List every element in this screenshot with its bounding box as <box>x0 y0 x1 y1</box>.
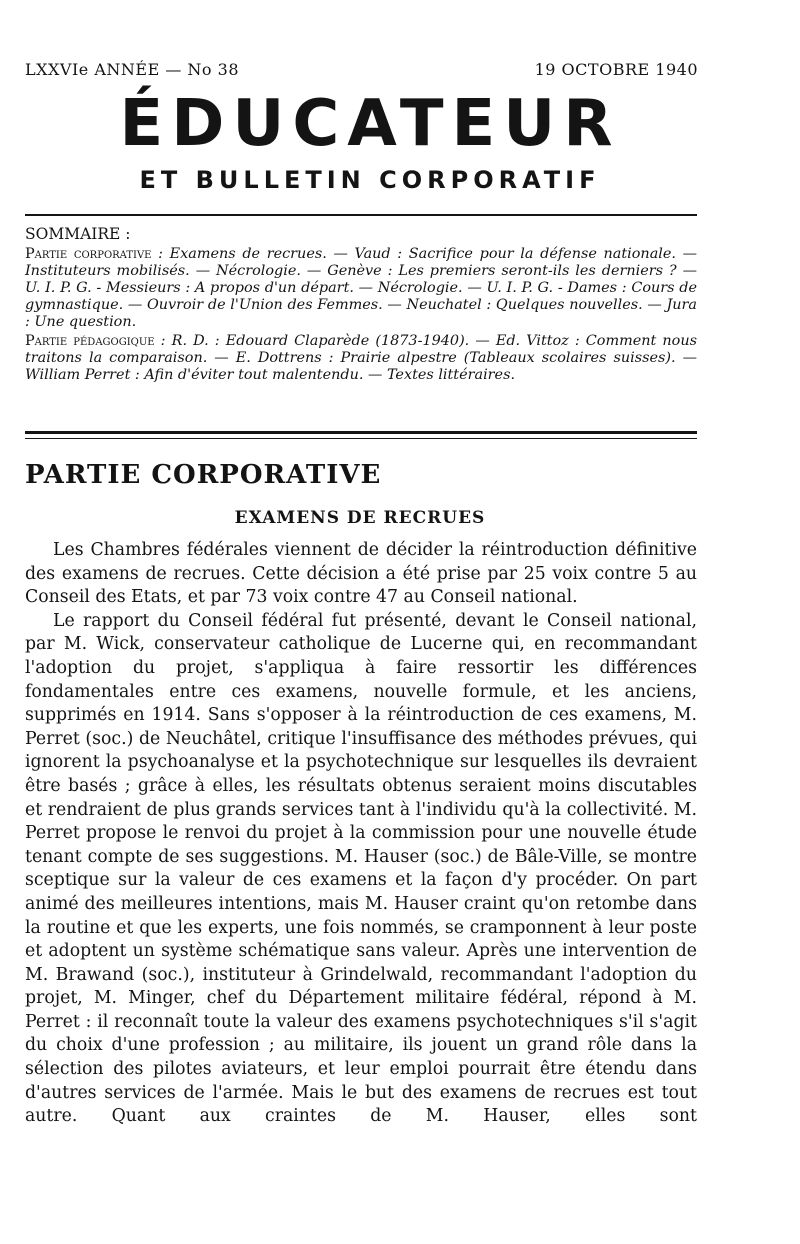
section-divider <box>25 431 697 439</box>
summary-heading: SOMMAIRE : <box>25 225 131 243</box>
table-of-contents <box>25 226 697 387</box>
journal-subtitle: ET BULLETIN CORPORATIF <box>139 166 601 194</box>
issue-date: 19 OCTOBRE 1940 <box>534 60 698 79</box>
section-title: PARTIE CORPORATIVE <box>25 460 382 490</box>
article-body <box>25 539 697 1129</box>
summary-corporative <box>25 246 697 331</box>
paragraph: Les Chambres fédérales viennent de décider la réintroduction définitive des examens de recrues. Cette décision a été prise par 25 voix contre 5 au Conseil des Etats, et par 73 voix contre 47 au Conseil national. <box>25 540 697 608</box>
header-rule <box>25 214 697 216</box>
summary-corporative-text: : Examens de recrues. — Vaud : Sacrifice pour la défense nationale. — Instituteurs mobilisés. — Nécrologie. — Genève : Les premiers seront-ils les derniers ? — U. I. P. G. - Messieurs : A propos d'un départ. — Nécrologie. — U. I. P. G. - Dames : Cours de gymnastique. — Ouvroir de l'Union des Femmes. — Neuchatel : Quelques nouvelles. — Jura : Une question. <box>25 245 698 330</box>
summary-pedagogique <box>25 333 697 384</box>
summary-pedagogique-label: Partie pédagogique <box>25 333 155 350</box>
article-title: EXAMENS DE RECRUES <box>234 508 486 528</box>
issue-number: LXXVIe ANNÉE — No 38 <box>25 60 239 79</box>
paragraph: Le rapport du Conseil fédéral fut présenté, devant le Conseil national, par M. Wick, conservateur catholique de Lucerne qui, en recommandant l'adoption du projet, s'appliqua à faire ressortir les différences fondamentales entre ces examens, nouvelle formule, et les anciens, supprimés en 1914. Sans s'opposer à la réintroduction de ces examens, M. Perret (soc.) de Neuchâtel, critique l'insuffisance des méthodes prévues, qui ignorent la psychoanalyse et la psychotechnique sur lesquelles ils devraient être basés ; grâce à elles, les résultats obtenus seraient moins discutables et rendraient de plus grands services tant à l'individu qu'à la collectivité. M. Perret propose le renvoi du projet à la commission pour une nouvelle étude tenant compte de ses suggestions. M. Hauser (soc.) de Bâle-Ville, se montre sceptique sur la valeur de ces examens et la façon d'y procéder. On part animé des meilleures intentions, mais M. Hauser craint qu'on retombe dans la routine et que les experts, une fois nommés, se cramponnent à leur poste et adoptent un système schématique sans valeur. Après une intervention de M. Brawand (soc.), instituteur à Grindelwald, recommandant l'adoption du projet, M. Minger, chef du Département militaire fédéral, répond à M. Perret : il reconnaît toute la valeur des examens psychotechniques s'il s'agit du choix d'une profession ; au militaire, ils jouent un grand rôle dans la sélection des pilotes aviateurs, et leur emploi pourrait être étendu dans d'autres services de l'armée. Mais le but des examens de recrues est tout autre. Quant aux craintes de M. Hauser, elles sont <box>25 610 697 1127</box>
journal-title: ÉDUCATEUR <box>119 87 621 161</box>
masthead-line <box>25 60 698 79</box>
summary-pedagogique-text: : R. D. : Edouard Claparède (1873-1940). — Ed. Vittoz : Comment nous traitons la comparaison. — E. Dottrens : Prairie alpestre (Tableaux scolaires suisses). — William Perret : Afin d'éviter tout malentendu. — Textes littéraires. <box>25 333 697 384</box>
summary-corporative-label: Partie corporative <box>25 245 152 262</box>
